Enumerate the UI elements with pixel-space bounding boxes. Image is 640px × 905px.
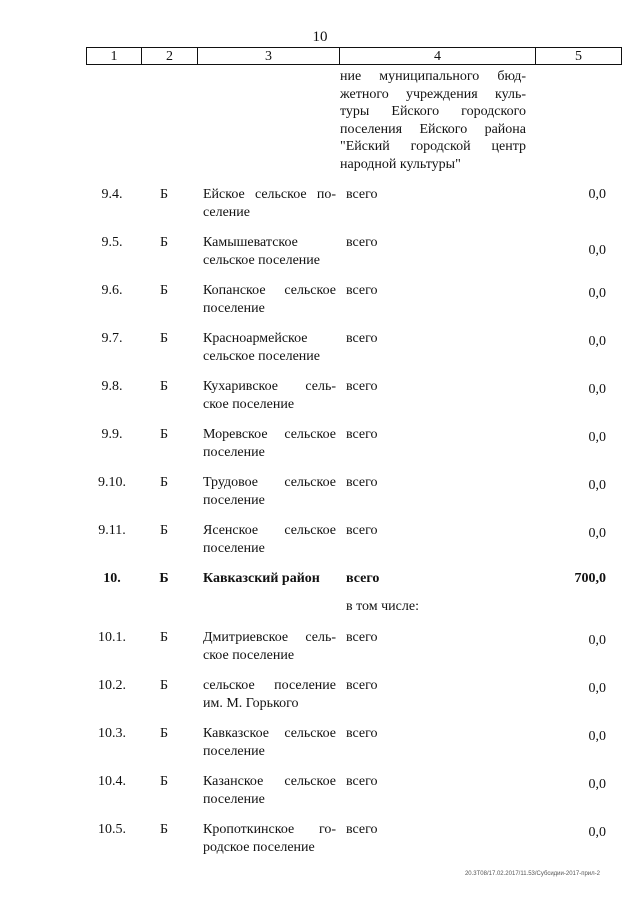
row-name bbox=[203, 570, 336, 588]
row-number: 10.4. bbox=[98, 774, 126, 789]
row-type: всего bbox=[346, 523, 378, 538]
row-category: Б bbox=[159, 678, 169, 693]
page-number: 10 bbox=[312, 29, 328, 45]
row-name bbox=[203, 426, 336, 461]
continuation-text bbox=[340, 68, 526, 173]
row-name-line: Ясенское сельское bbox=[203, 523, 336, 538]
row-name bbox=[203, 234, 336, 269]
row-number: 9.7. bbox=[101, 331, 123, 346]
row-name bbox=[203, 629, 336, 664]
row-value: 0,0 bbox=[588, 633, 606, 648]
row-category: Б bbox=[159, 187, 169, 202]
row-type: всего bbox=[346, 571, 380, 586]
row-name-line: им. М. Горького bbox=[203, 695, 299, 711]
row-number: 9.8. bbox=[101, 379, 123, 394]
including-label: в том числе: bbox=[346, 599, 419, 614]
row-name-line: селение bbox=[203, 204, 250, 220]
row-type: всего bbox=[346, 774, 378, 789]
row-number: 9.5. bbox=[101, 235, 123, 250]
row-name-line: поселение bbox=[203, 444, 265, 460]
row-number: 9.11. bbox=[98, 523, 126, 538]
row-type: всего bbox=[346, 331, 378, 346]
row-value: 0,0 bbox=[588, 382, 606, 397]
row-name-line: сельское поселение bbox=[203, 252, 320, 268]
row-name-line: ское поселение bbox=[203, 647, 295, 663]
row-category: Б bbox=[159, 523, 169, 538]
continuation-line: поселения Ейского района bbox=[340, 121, 526, 137]
row-number: 10.1. bbox=[98, 630, 126, 645]
row-value: 0,0 bbox=[588, 243, 606, 258]
row-name-line: сельское поселение bbox=[203, 678, 336, 693]
row-name bbox=[203, 186, 336, 221]
continuation-line: ние муниципального бюд- bbox=[340, 69, 526, 84]
footer-file-reference: 20.3Т08/17.02.2017/11.53/Субсидии-2017-прил-2 bbox=[464, 871, 600, 877]
row-type: всего bbox=[346, 475, 378, 490]
row-type: всего bbox=[346, 235, 378, 250]
row-number: 9.6. bbox=[101, 283, 123, 298]
row-type: всего bbox=[346, 283, 378, 298]
row-value: 0,0 bbox=[588, 334, 606, 349]
row-category: Б bbox=[159, 822, 169, 837]
row-value: 0,0 bbox=[588, 825, 606, 840]
row-number: 9.10. bbox=[98, 475, 126, 490]
row-name-line: Ейское сельское по- bbox=[203, 187, 336, 202]
row-category: Б bbox=[159, 379, 169, 394]
row-name bbox=[203, 378, 336, 413]
row-type: всего bbox=[346, 726, 378, 741]
row-category: Б bbox=[159, 774, 169, 789]
continuation-line: народной культуры" bbox=[340, 156, 461, 172]
row-name-line: поселение bbox=[203, 300, 265, 316]
row-name bbox=[203, 725, 336, 760]
row-name-line: Камышеватское bbox=[203, 235, 298, 250]
row-category: Б bbox=[159, 571, 169, 586]
row-type: всего bbox=[346, 187, 378, 202]
row-name-line: Дмитриевское сель- bbox=[203, 630, 336, 645]
row-category: Б bbox=[159, 726, 169, 741]
row-value: 0,0 bbox=[588, 681, 606, 696]
row-name bbox=[203, 282, 336, 317]
row-number: 10.5. bbox=[98, 822, 126, 837]
row-name-line: Кропоткинское го- bbox=[203, 822, 336, 837]
row-name bbox=[203, 522, 336, 557]
row-name bbox=[203, 821, 336, 856]
row-value: 0,0 bbox=[588, 430, 606, 445]
row-type: всего bbox=[346, 822, 378, 837]
row-name-line: Кавказский район bbox=[203, 571, 320, 586]
column-header-3: 3 bbox=[197, 48, 339, 64]
row-value: 0,0 bbox=[588, 286, 606, 301]
continuation-line: жетного учреждения куль- bbox=[340, 86, 526, 102]
row-number: 9.9. bbox=[101, 427, 123, 442]
row-name-line: Красноармейское bbox=[203, 331, 308, 346]
row-name bbox=[203, 330, 336, 365]
row-number: 10.2. bbox=[98, 678, 126, 693]
row-name-line: ское поселение bbox=[203, 396, 295, 412]
row-name-line: сельское поселение bbox=[203, 348, 320, 364]
row-name-line: родское поселение bbox=[203, 839, 315, 855]
row-name-line: Кухаривское сель- bbox=[203, 379, 336, 394]
row-type: всего bbox=[346, 678, 378, 693]
row-type: всего bbox=[346, 427, 378, 442]
row-type: всего bbox=[346, 379, 378, 394]
row-category: Б bbox=[159, 235, 169, 250]
row-category: Б bbox=[159, 331, 169, 346]
row-value: 0,0 bbox=[588, 526, 606, 541]
column-header-1: 1 bbox=[110, 49, 118, 64]
column-header-4: 4 bbox=[339, 48, 535, 64]
column-header-row bbox=[86, 47, 622, 65]
row-value: 0,0 bbox=[588, 729, 606, 744]
row-name bbox=[203, 677, 336, 712]
row-name-line: Казанское сельское bbox=[203, 774, 336, 789]
row-name-line: поселение bbox=[203, 540, 265, 556]
row-name-line: поселение bbox=[203, 743, 265, 759]
row-value: 0,0 bbox=[588, 777, 606, 792]
row-name-line: Кавказское сельское bbox=[203, 726, 336, 741]
row-name-line: Копанское сельское bbox=[203, 283, 336, 298]
row-name-line: поселение bbox=[203, 492, 265, 508]
row-type: всего bbox=[346, 630, 378, 645]
row-value: 0,0 bbox=[588, 478, 606, 493]
row-name bbox=[203, 474, 336, 509]
row-value: 0,0 bbox=[588, 187, 606, 202]
row-category: Б bbox=[159, 630, 169, 645]
row-category: Б bbox=[159, 427, 169, 442]
row-name-line: Моревское сельское bbox=[203, 427, 336, 442]
row-category: Б bbox=[159, 283, 169, 298]
row-number: 10.3. bbox=[98, 726, 126, 741]
row-category: Б bbox=[159, 475, 169, 490]
row-value: 700,0 bbox=[574, 571, 606, 586]
continuation-line: "Ейский городской центр bbox=[340, 139, 526, 154]
row-number: 10. bbox=[103, 571, 121, 586]
row-name-line: Трудовое сельское bbox=[203, 475, 336, 490]
row-number: 9.4. bbox=[101, 187, 123, 202]
column-header-2: 2 bbox=[141, 48, 197, 64]
row-name-line: поселение bbox=[203, 791, 265, 807]
column-header-5: 5 bbox=[535, 48, 621, 64]
continuation-line: туры Ейского городского bbox=[340, 104, 526, 119]
row-name bbox=[203, 773, 336, 808]
